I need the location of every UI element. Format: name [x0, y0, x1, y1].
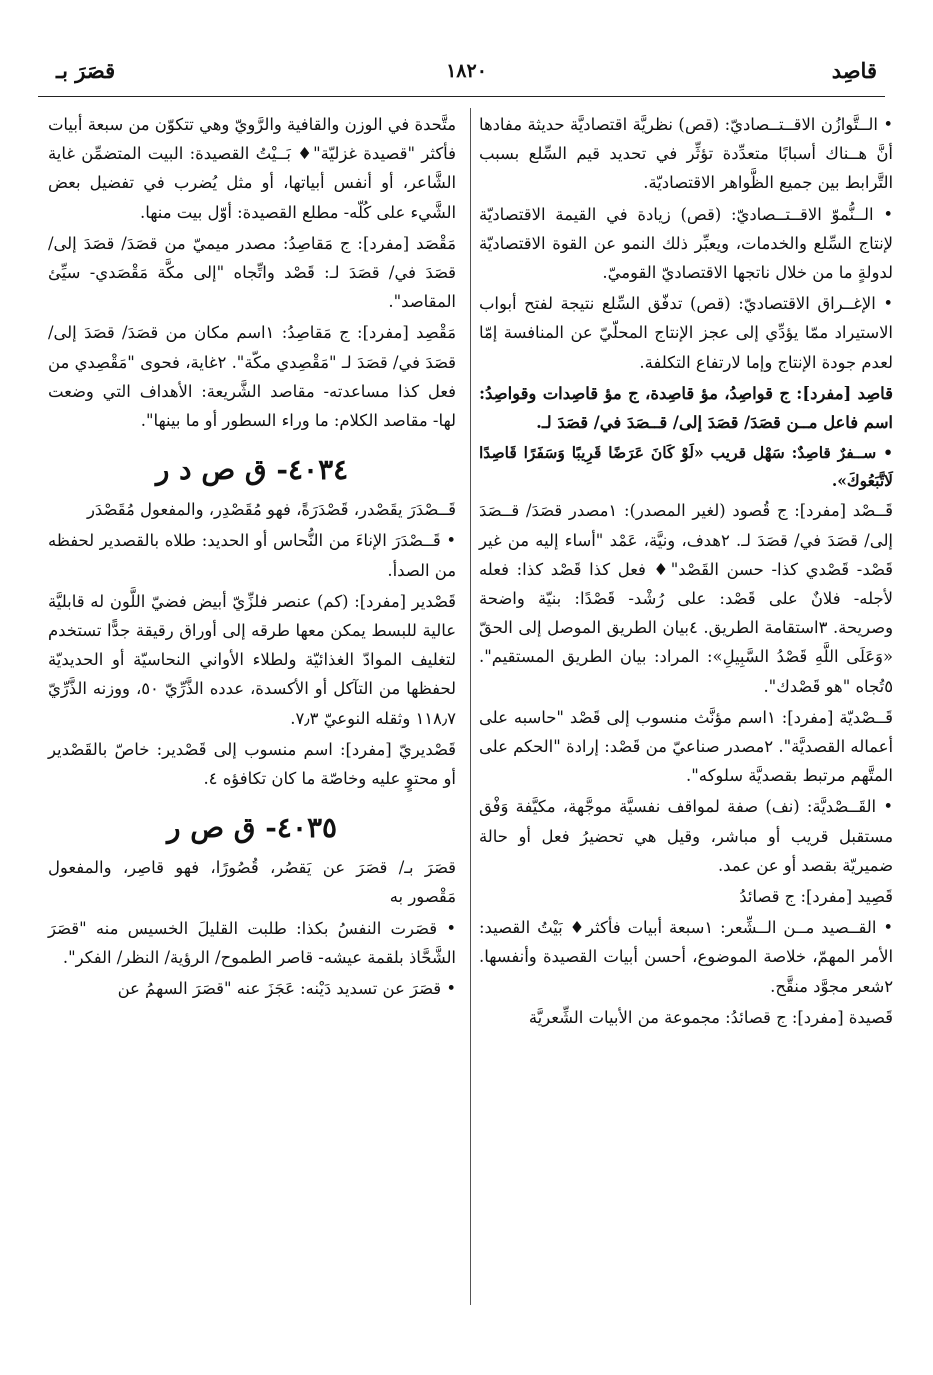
- entry-economic-equilibrium: • الــتَّوازُن الاقــتــصاديّ: (قص) نظريَّة اقتصاديَّة حديثة مفادها أنَّ هــناك أسبابًا متعدِّدة تؤثِّر في تحديد قيم السِّلع بسبب التَّرابط بين جميع الظَّواهر الاقتصاديّة.: [479, 115, 893, 193]
- entry-economic-dumping: • الإغــراق الاقتصاديّ: (قص) تدفّق السِّلع نتيجة لفتح أبواب الاستيراد ممّا يؤدِّي إلى عجز الإنتاج المحلّيّ عن المنافسة إمّا لعدم جودة الإنتاج وإما لارتفاع التكلفة.: [479, 294, 893, 372]
- page-number: ١٨٢٠: [446, 60, 487, 82]
- entry-qasarat-al-nafs: • قصَرت النفسُ بكذا: طلبت القليلَ الخسيس منه "قصَرَ الشَّحَّاذ بلقمة عيشه- قاصر الطموح/ الرؤية/ النظر/ الفكر".: [48, 918, 456, 967]
- page-header: [38, 52, 895, 92]
- header-entry-end: قصَرَ بـ: [56, 58, 116, 83]
- entry-qasara: قصَرَ بـ/ قصَرَ عن يَقصُر، قُصُورًا، فهو قاصِر، والمفعول مَقْصور به: [48, 858, 456, 907]
- entry-maqsad: مَقْصَد [مفرد]: ج مَقاصِدُ: مصدر ميميّ من قصَدَ/ قصَدَ إلى/ قصَدَ في/ قصَدَ لـ: قَصْد واتِّجاه "إلى مكَّة مَقْصَدي- سيِّئ المقاصد".: [48, 233, 456, 312]
- entry-qasida: قَصيدة [مفرد]: ج قصائدُ: مجموعة من الأبيات الشِّعريَّة: [528, 1007, 893, 1027]
- entry-qasdara: قَــصْدَرَ يقَصْدر، قَصْدَرَةً، فهو مُقَصْدِر، والمفعول مُقَصْدَر: [86, 500, 456, 520]
- entry-maqsid: مَقْصِد [مفرد]: ج مَقاصِدُ: ١اسم مكان من قصَدَ/ قصَدَ إلى/ قصَدَ في/ قصَدَ لـ "مَقْصِدي مكّة". ٢غاية، فحوى "مَقْصِدي من فعل كذا مساعدته- مقاصد الشَّريعة: الأهداف التي وضعت لها- مقاصد الكلام: ما وراء السطور أو ما بينها".: [48, 323, 456, 431]
- column-divider: [470, 108, 471, 1305]
- root-heading-4034: ٤٠٣٤- ق ص د ر: [155, 453, 349, 487]
- entry-qasida-cont: متَّحدة في الوزن والقافية والرَّويّ وهي تتكوّن من سبعة أبيات فأكثر "قصيدة غزليّة"♦ بَــيْتُ القصيدة: البيت المتضمِّن غاية الشَّاعر، أو أنفس أبياتها، أو مثل يُضرب في تفضيل بعض الشَّيء على كُلّه- مطلع القصيدة: أوّل بيت منها.: [48, 115, 456, 222]
- entry-safar-qasid: • ســفرٌ قاصِدٌ: سَهْل قريب «لَوْ كَانَ عَرَضًا قَرِيبًا وَسَفَرًا قَاصِدًا لَاتَّبَعُوكَ».: [479, 443, 893, 490]
- entry-al-qasdiyya: • القَــصْديَّة: (نف) صفة لمواقف نفسيَّة موجَّهة، مكيَّفة وَفْق مستقبل قريب أو مباشر، وقيل هي تحضيرُ فعل أو حالة ضميريّة بقصد أو عن عمد.: [479, 797, 893, 875]
- entry-qasid-2: قَصِيد [مفرد]: ج قصائدُ: [739, 887, 893, 907]
- entry-qasdara-al-inaa: • قَــصْدَرَ الإناءَ من النُّحاس أو الحديد: طلاه بالقصدير لحفظه من الصدأ.: [48, 531, 456, 580]
- left-column: [48, 110, 456, 1005]
- root-heading-4035: ٤٠٣٥- ق ص ر: [166, 811, 338, 845]
- entry-qasid: قاصِد [مفرد]: ج قواصِدُ، مؤ قاصِدة، ج مؤ قاصِدات وقواصِدُ: اسم فاعل مــن قصَدَ/ قصَدَ إلى/ قــصَدَ في/ قصَدَ لـ.: [479, 383, 893, 433]
- header-entry-start: قاصِد: [831, 58, 877, 83]
- entry-qasd: قَــصْد [مفرد]: ج قُصود (لغير المصدر): ١مصدر قصَدَ/ قــصَدَ إلى/ قصَدَ في/ قصَدَ لـ. ٢هدف، ونيَّة، عَمْد "أساء إليه من غير قَصْد- قَصْدي كذا- حسن القَصْد"♦ فعل كذا قَصْد كذا: فعله لأجله- فلانٌ على قَصْد: على رُشْد- قَصْدًا: بنيّة واضحة وصريحة. ٣استقامة الطريق. ٤بيان الطريق الموصل إلى الحقّ «وَعَلَى اللَّهِ قَصْدُ السَّبِيلِ»: المراد: بيان الطريق المستقيم". ٥تُجاه "هو قَصْدك".: [479, 501, 893, 696]
- entry-economic-growth: • الــنُّموّ الاقــتــصاديّ: (قص) زيادة في القيمة الاقتصاديّة لإنتاج السِّلع والخدمات، ويعبِّر ذلك النمو عن القوة الاقتصاديّة لدولةٍ ما من خلال ناتجها الاقتصاديّ القوميّ.: [479, 204, 893, 283]
- entry-qasdiri: قَصْديريّ [مفرد]: اسم منسوب إلى قَصْدير: خاصّ بالقَصْدير أو محتوٍ عليه وخاصّة ما كان تكافؤه ٤.: [48, 739, 456, 789]
- entry-qasdir: قَصْدير [مفرد]: (كم) عنصر فلزِّيّ أبيض فضيّ اللَّون له قابليَّة عالية للبسط يمكن معها طرقه إلى أوراق رقيقة جدًّا تستخدم لتغليف الموادّ الغذائيّة ولطلاء الأواني النحاسيّة أو الحديديّة لحفظها من التآكل أو الأكسدة، عدده الذَّرِّيّ ٥٠، ووزنه الذَّرِّيّ ١١٨٫٧ وثقله النوعيّ ٧٫٣.: [48, 591, 457, 728]
- entry-al-qasid-min-al-shir: • القــصيد مــن الــشِّعر: ١سبعة أبيات فأكثر♦ بَيْتُ القصيد: الأمر المهمّ، خلاصة الموضوع، أحسن أبيات القصيدة وأنفسها. ٢شعر مجوَّد منقَّح.: [479, 918, 893, 996]
- header-rule: [38, 96, 885, 97]
- entry-qasara-an-tasdid: • قصَرَ عن تسديد دَيْنه: عَجَزَ عنه "قصَرَ السهمُ عن: [117, 979, 456, 999]
- right-column: [479, 110, 893, 1034]
- entry-qasdiyya: قَــصْديّة [مفرد]: ١اسم مؤنَّث منسوب إلى قَصْد "حاسبه على أعماله القصديَّة". ٢مصدر صناعيّ من قَصْد: إرادة "الحكم على المتَّهم مرتبط بقصديَّة سلوكه".: [479, 707, 893, 786]
